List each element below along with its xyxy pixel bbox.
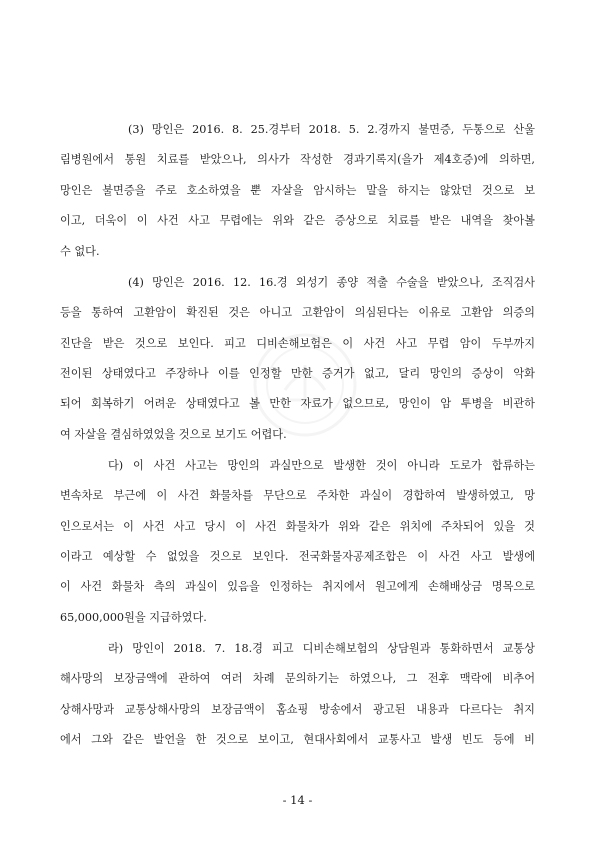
text-line: 되어 회복하기 어려운 상태였다고 볼 만한 자료가 없으므로, 망인이 암 투병을 비관하	[60, 397, 535, 410]
text-line: 상해사망과 교통상해사망의 보장금액이 홈쇼핑 방송에서 광고된 내용과 다르다는 취지	[60, 703, 535, 716]
text-line: 해사망의 보장금액에 관하여 여러 차례 문의하기는 하였으나, 그 전후 맥락에 비추어	[60, 672, 535, 685]
text-line: 진단을 받은 것으로 보인다. 피고 디비손해보험은 이 사건 사고 무렵 암이 두부까지	[60, 337, 535, 350]
text-line: 라) 망인이 2018. 7. 18.경 피고 디비손해보험의 상담원과 통화하면서 교통상	[108, 642, 535, 655]
text-line: 수 없다.	[60, 245, 100, 258]
text-line: 이 사건 화물차 측의 과실이 있음을 인정하는 취지에서 원고에게 손해배상금 명목으로	[60, 580, 535, 593]
text-line: 이라고 예상할 수 없었을 것으로 보인다. 전국화물자공제조합은 이 사건 사고 발생에	[60, 550, 535, 563]
page-number: - 14 -	[282, 793, 313, 807]
text-line: 전이된 상태였다고 주장하나 이를 인정할 만한 증거가 없고, 달리 망인의 증상이 악화	[60, 367, 535, 380]
text-line: 변속차로 부근에 이 사건 화물차를 무단으로 주차한 과실이 경합하여 발생하였고, 망	[60, 489, 535, 502]
text-line: 인으로서는 이 사건 사고 당시 이 사건 화물차가 위와 같은 위치에 주차되어 있을 것	[60, 520, 535, 533]
text-line: 등을 통하여 고환암이 확진된 것은 아니고 고환암이 의심된다는 이유로 고환암 의증의	[60, 306, 535, 319]
text-line: 다) 이 사건 사고는 망인의 과실만으로 발생한 것이 아니라 도로가 합류하는	[108, 459, 535, 472]
text-line: 65,000,000원을 지급하였다.	[60, 611, 207, 624]
text-line: (4) 망인은 2016. 12. 16.경 외성기 종양 적출 수술을 받았으나, 조직검사	[128, 276, 535, 289]
text-line: 여 자살을 결심하였었을 것으로 보기도 어렵다.	[60, 428, 287, 441]
text-line: 에서 그와 같은 발언을 한 것으로 보이고, 현대사회에서 교통사고 발생 빈도 등에 비	[60, 733, 535, 746]
text-line: 이고, 더욱이 이 사건 사고 무렵에는 위와 같은 증상으로 치료를 받은 내역을 찾아볼	[60, 214, 535, 227]
text-line: 망인은 불면증을 주로 호소하였을 뿐 자살을 암시하는 말을 하지는 않았던 것으로 보	[60, 184, 535, 197]
text-line: 림병원에서 통원 치료를 받았으나, 의사가 작성한 경과기록지(을가 제4호증)에 의하면,	[60, 153, 535, 166]
text-line: (3) 망인은 2016. 8. 25.경부터 2018. 5. 2.경까지 불면증, 두통으로 산울	[128, 123, 535, 136]
